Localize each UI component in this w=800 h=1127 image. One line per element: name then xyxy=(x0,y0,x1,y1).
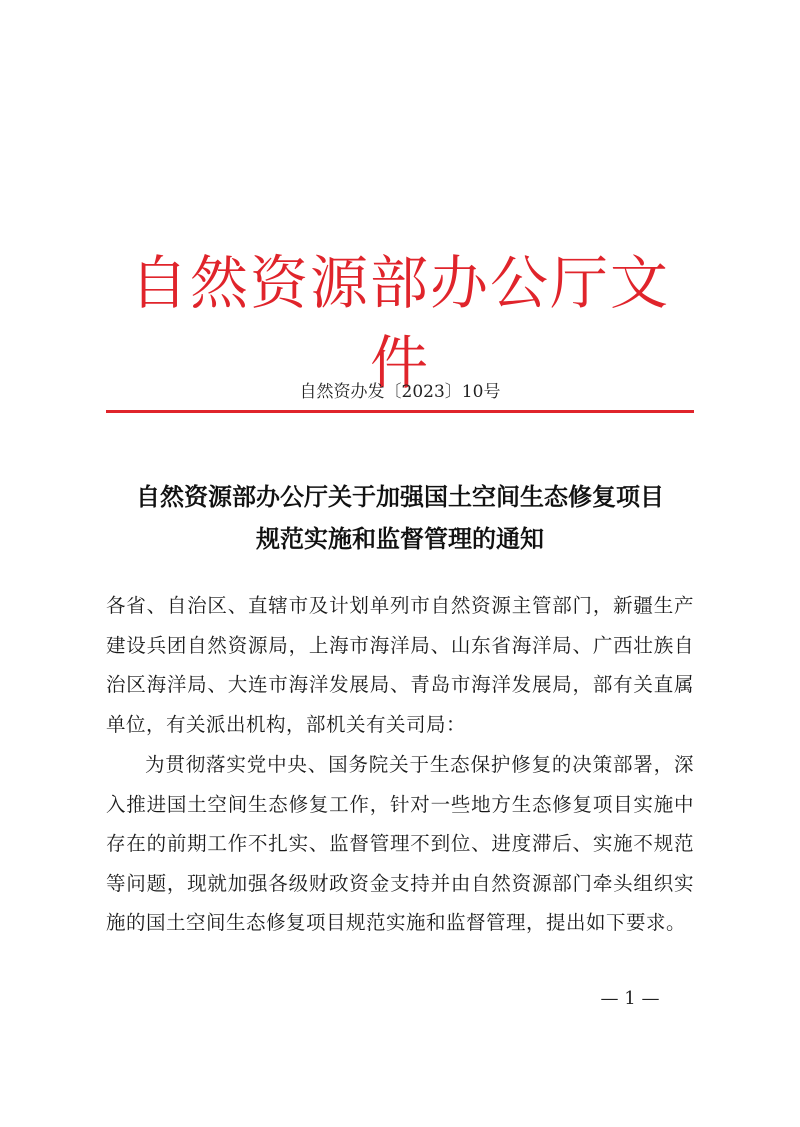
document-number: 自然资办发〔2023〕10号 xyxy=(299,382,501,402)
body-paragraph-1: 为贯彻落实党中央、国务院关于生态保护修复的决策部署，深入推进国土空间生态修复工作，针对一些地方生态修复项目实施中存在的前期工作不扎实、监督管理不到位、进度滞后、实施不规范等问题，现就加强各级财政资金支持并由自然资源部门牵头组织实施的国土空间生态修复项目规范实施和监督管理，提出如下要求。 xyxy=(106,753,694,934)
notice-title xyxy=(106,476,694,560)
addressee-paragraph: 各省、自治区、直辖市及计划单列市自然资源主管部门，新疆生产建设兵团自然资源局，上海市海洋局、山东省海洋局、广西壮族自治区海洋局、大连市海洋发展局、青岛市海洋发展局，部有关直属单位，有关派出机构，部机关有关司局： xyxy=(106,594,694,736)
red-divider-line xyxy=(106,410,694,413)
agency-header-title: 自然资源部办公厅文件 xyxy=(129,249,670,397)
notice-title-line-1: 自然资源部办公厅关于加强国土空间生态修复项目 xyxy=(136,483,664,511)
page-number: — 1 — xyxy=(600,988,660,1009)
notice-title-line-2: 规范实施和监督管理的通知 xyxy=(256,525,544,553)
